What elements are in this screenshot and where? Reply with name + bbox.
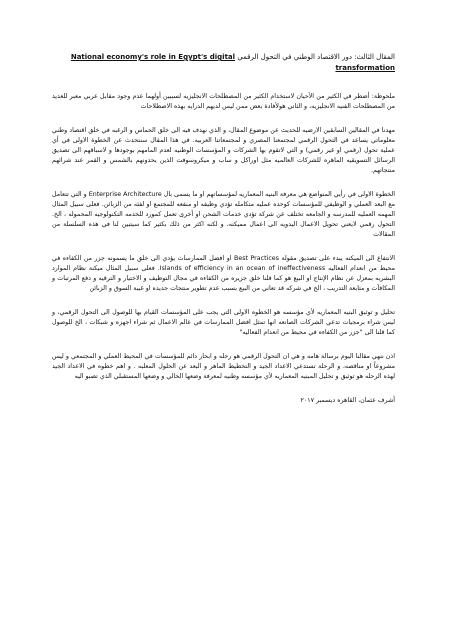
article-title <box>52 52 395 74</box>
note-paragraph: ملحوظة: أضطر في الكثير من الأحيان لاستخدام الكثير من المصطلحات الانجليزيه لسببين أولهما عدم وجود مقابل عربي معبر للعديد من المصطلحات الفنيه الانجليزيه، و الثاني هولأفادة بعض ممن ليس لديهم الدرايه بهذه الاصطلاحات <box>52 93 395 110</box>
body-paragraph-4: تحليل و توثيق البنيه المعماريه لأي مؤسسه هو الخطوه الاولى التي يجب على المؤسسات القيام بها للوصول الى التحول الرقمي، و ليس شراء برمجيات تدعي الشركات الصانعه انها تمثل افضل الممارسات في عالم الاعمال ثم شراء اجهزه و شبكات ، الخ للوصول كما قلنا الى "جزر من الكفاءه في محيط من انعدام الفعاليه" <box>52 309 395 336</box>
title-english: National economy's role in Egypt's digital transformation <box>70 53 395 72</box>
author-signature: أشرف عثمان، القاهره ديسمبر ٢٠١٧ <box>300 397 395 404</box>
body-paragraph-2: الخطوة الاولى في رأيي المتواضع هي معرفة البنيه المعماريه لمؤسساتهم او ما يسمى بال Enterprise Architecture و التي تتعامل مع البعد العملي و الوظيفي للمؤسسات كوحده عمليه متكامله تؤدي وظيفه او منفعه للمجتمع او لفئه من الزبائن. فعلى سبيل المثال المهمه العمليه للمدرسه و الجامعه تختلف عن شركة تؤدي خدمات الشحن او أخرى تعمل كمورد للخدمه التكنولوجيه المحموله ، الخ. التحول رقمي لايعني تحويل الاعمال اليدويه الى اعمال مميكنه، و لكنه اكثر من ذلك بكثير كما سيتبين لنا في هذه السلسلة من المقالات <box>52 191 395 238</box>
conclusion-paragraph: اذن ننهي مقالنا اليوم برسالة هامه و هي ان التحول الرقمي هو رحله و ابحار دائم للمؤسسات في المحيط العملي و المجتمعي و ليس مشروعاً او مناقصه، و الرحلة تستدعي الاعداد الجيد و التخطيط الماهر و البعد عن الحلول المعلبه . و اهم خطوه في الاعداد الجيد لهذه الرحله هو توثيق و تحليل المبنيه المعماريه لأي مؤسسه وطنيه لمعرفة وضعها الحالي و وضعها المستقبلي الذي تصبو اليه <box>52 353 395 380</box>
body-paragraph-3: الانتفاع الى الميكنه يبدء على تصديق مقولة Best Practices او افضل الممارسات يؤدي الى خلق ما يسمونه جزر من الكفاءه في محيط من انعدام الفعاليه Islands of efficiency in an ocean of ineffectiveness. فعلى سبيل المثال ميكنة نظام الموارد البشريه بمعزل عن نظام الإنتاج او البيع هو كما قلنا خلق جزيره من الكفاءه في مجال التوظيف و الاختيار و الترقيه و دفع المرتبات و المكافآت و متابعة التدريب ، الخ في شركه قد تعاني من البيع بسبب عدم تطوير منتجات جديده او غيبة السوق و الزبائن <box>52 255 395 292</box>
body-paragraph-1: مهدنا في المقالين السابقين الارضيه للحديث عن موضوع المقال، و الذي نهدف فيه الى خلق الحماس و الرغبه في خلق اقتصاد وطني معلوماتي يساعد في التحول الرقمي لمجتمعنا المصري و لمجتمعاتنا العربيه. في هذا المقال سنتحدث عن الخطوة الاولى في أي عملية تحول (رقمي او غير رقمي) و التي لاتقوم بها الشركات و المؤسسات الوطنيه لعدم المامهم بوجودها و لاسباقهم الى تصديق الرسائل التسويقيه الماهره للشركات العالميه مثل اوراكل و ساب و ميكروسوفت الذين يحدونهم بالشمس و القمر عند شرائهم منتجاتهم. <box>52 127 395 174</box>
title-arabic: المقال الثالث: دور الاقتصاد الوطني في التحول الرقمي <box>237 53 395 61</box>
